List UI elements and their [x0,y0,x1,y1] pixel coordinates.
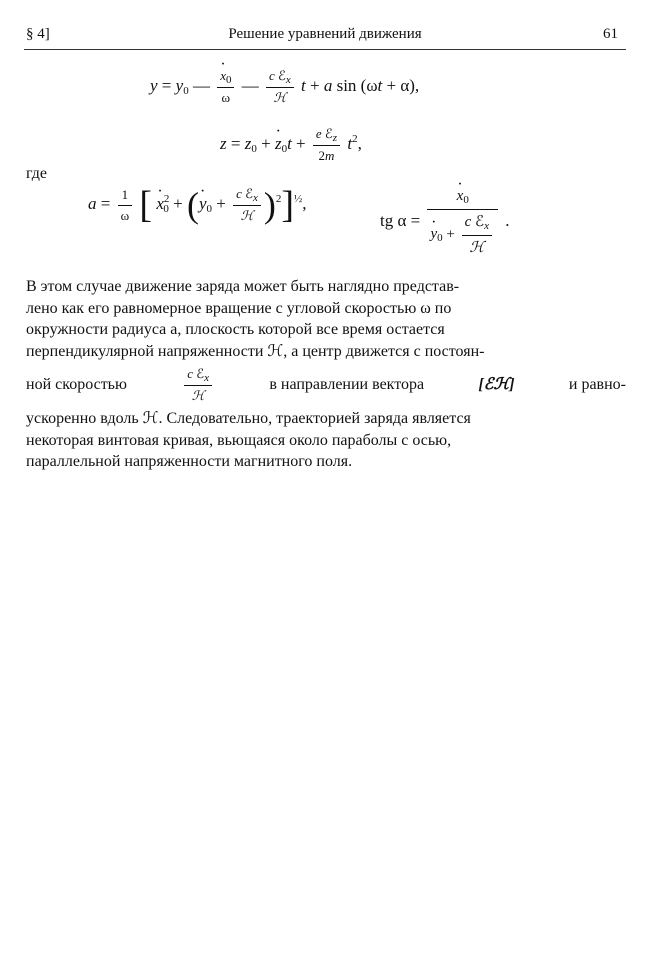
text-line: В этом случае движение заряда может быть наглядно представ- [26,278,460,295]
equation-tg-alpha: tg α = · $x_0$ · $y_0$ + $\frac{c ℰ_x}{\text{ℋ}}$ . [380,186,510,258]
equation-z: z = z0 + · z0t + $\frac{e ℰ_z}{2m}$ $t^2$, [220,126,362,164]
header-rule [24,49,626,50]
text-line: окружности радиуса a, плоскость которой все время остается [26,321,445,338]
text-line: лено как его равномерное вращение с угловой скоростью ω по [26,299,452,317]
page-number: 61 [603,26,618,42]
running-title: Решение уравнений движения [228,26,422,42]
where-label: где [26,165,48,182]
text-line: перпендикулярной напряженности ℋ, а центр движется с постоян- [26,342,485,360]
section-number: § 4] [26,26,50,42]
inline-fraction: $\frac{c ℰ_x}{\text{ℋ}}$ [184,366,212,404]
body-paragraph [26,276,626,473]
equation-a: a = $\frac{1}{\omega}$ [ · $x^20$ + (· y0 + $\frac{c ℰ_x}{\text{ℋ}}$ )$^2$]$^{\frac{1}{2}}$, [88,186,307,224]
text-line: параллельной напряженности магнитного поля. [26,453,353,470]
text-line: ускоренно вдоль ℋ. Следовательно, траекторией заряда является [26,410,471,427]
equation-y: y = y0 — · $\frac{x_0}{\omega}$ — $\frac{c ℰ_x}{\text{ℋ}}$ t + a sin (ωt + α), [150,68,419,106]
text-line: ной скоростью $\frac{c ℰ_x}{\text{ℋ}}$ в направлении вектора [ℰℋ] и равно- [26,366,626,403]
text-line: некоторая винтовая кривая, вьющаяся около параболы с осью, [26,431,452,449]
